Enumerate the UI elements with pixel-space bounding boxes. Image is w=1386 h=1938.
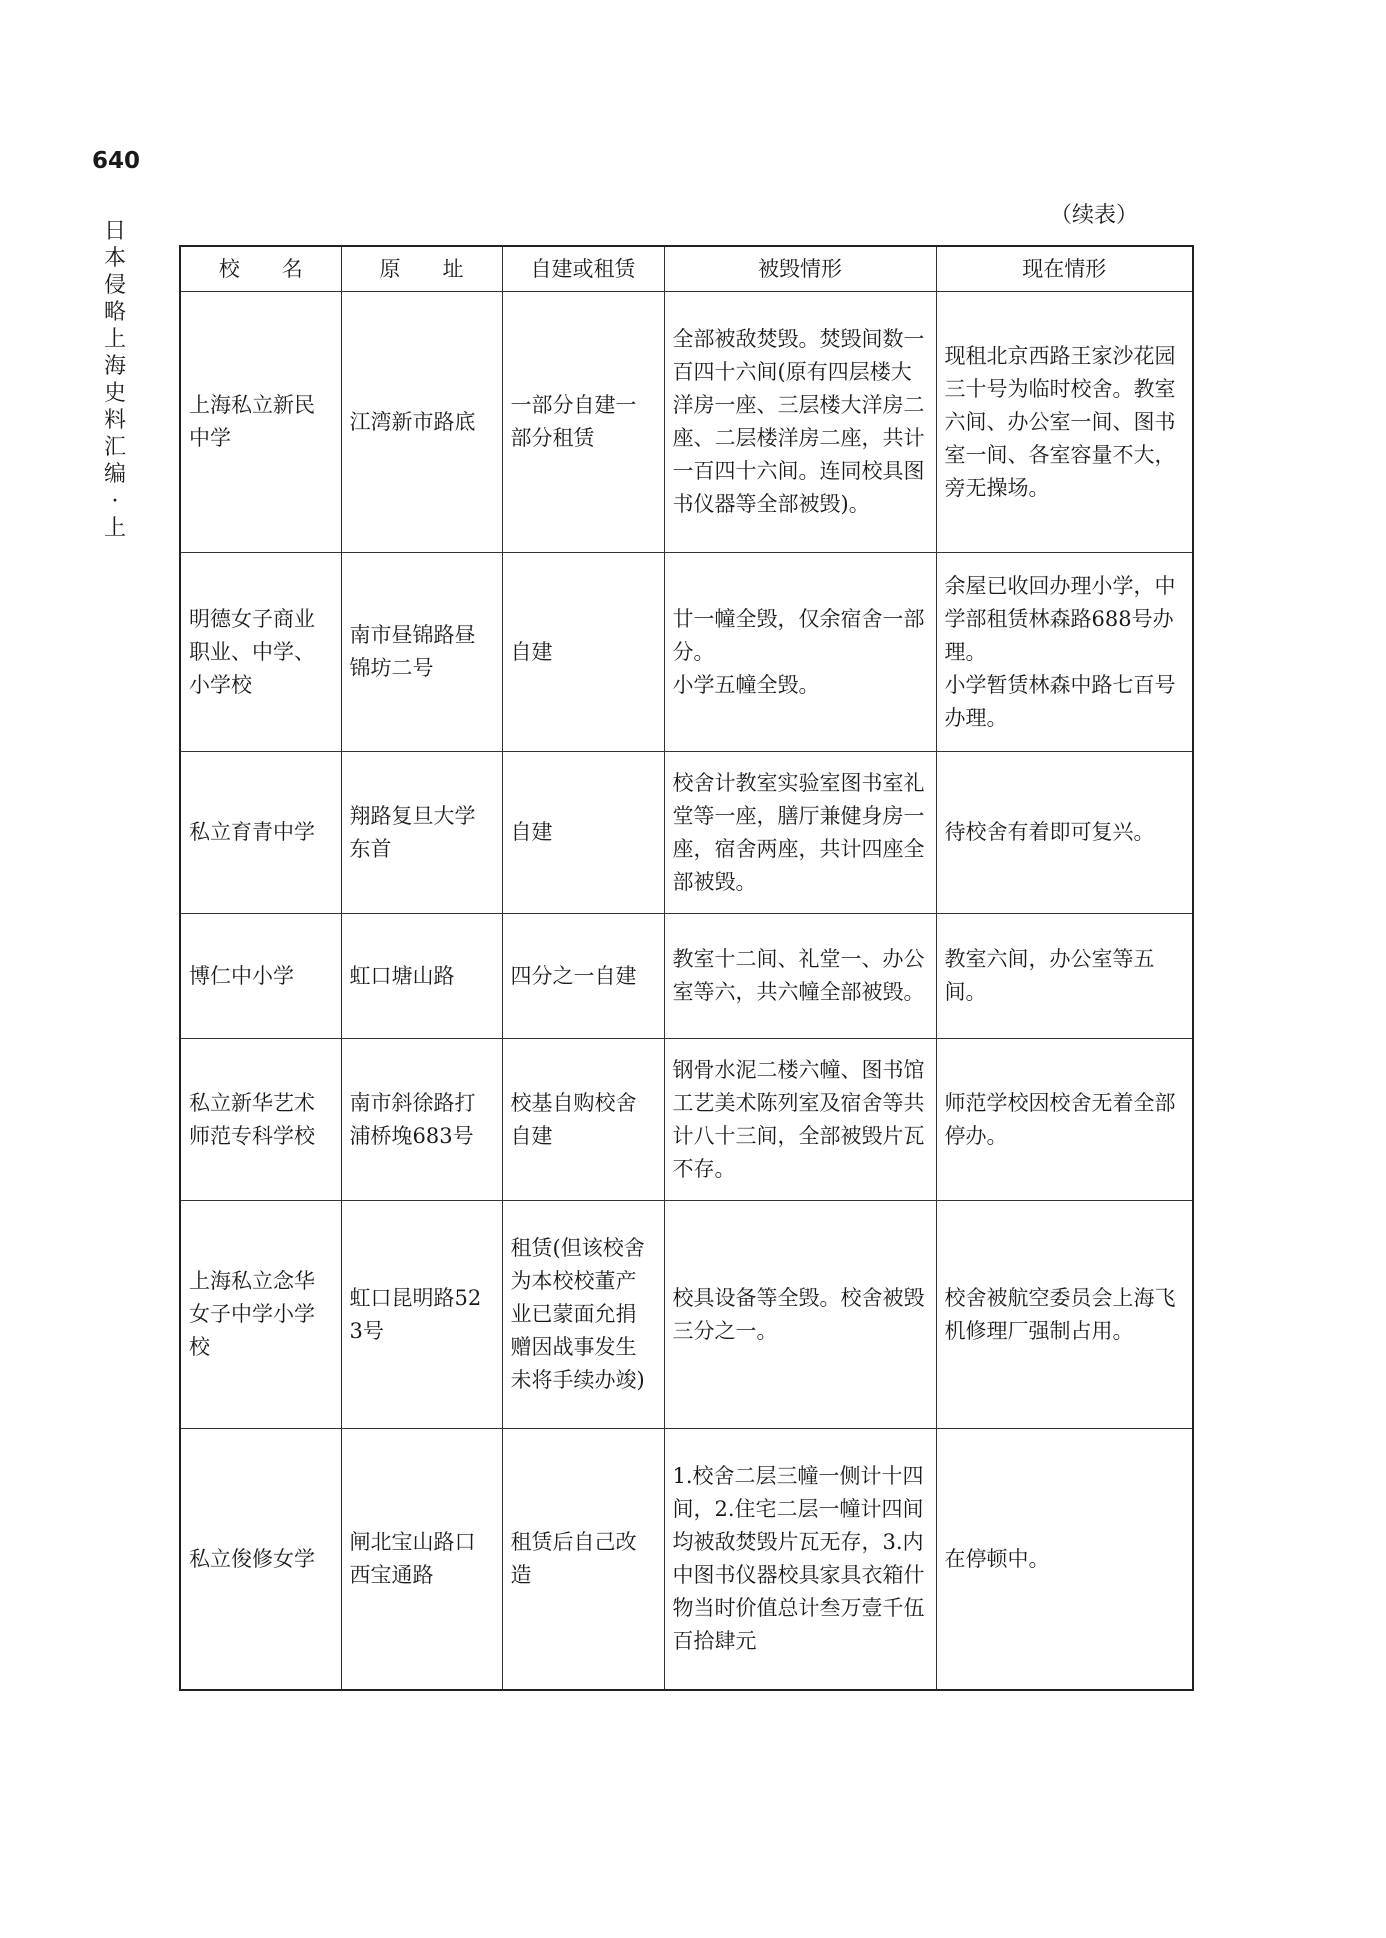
cell-ownership: 租赁后自己改造 xyxy=(502,1429,664,1691)
cell-current-status: 在停顿中。 xyxy=(936,1429,1193,1691)
cell-school-name: 私立俊修女学 xyxy=(180,1429,341,1691)
header-ownership: 自建或租赁 xyxy=(502,246,664,292)
cell-address: 虹口塘山路 xyxy=(341,914,502,1039)
cell-current-status: 师范学校因校舍无着全部停办。 xyxy=(936,1039,1193,1201)
table-row xyxy=(180,1039,1193,1201)
cell-school-name: 上海私立新民中学 xyxy=(180,292,341,553)
cell-damage: 教室十二间、礼堂一、办公室等六，共六幢全部被毁。 xyxy=(664,914,936,1039)
header-school-name: 校 名 xyxy=(180,246,341,292)
header-address: 原 址 xyxy=(341,246,502,292)
cell-ownership: 一部分自建一部分租赁 xyxy=(502,292,664,553)
school-damage-table xyxy=(179,245,1194,1691)
header-damage: 被毁情形 xyxy=(664,246,936,292)
cell-damage: 1.校舍二层三幢一侧计十四间，2.住宅二层一幢计四间均被敌焚毁片瓦无存，3.内中图书仪器校具家具衣箱什物当时价值总计叁万壹千伍百拾肆元 xyxy=(664,1429,936,1691)
cell-ownership: 租赁(但该校舍为本校校董产业已蒙面允捐赠因战事发生未将手续办竣) xyxy=(502,1201,664,1429)
cell-address: 翔路复旦大学东首 xyxy=(341,752,502,914)
cell-school-name: 博仁中小学 xyxy=(180,914,341,1039)
cell-damage: 校舍计教室实验室图书室礼堂等一座，膳厅兼健身房一座，宿舍两座，共计四座全部被毁。 xyxy=(664,752,936,914)
table-header-row xyxy=(180,246,1193,292)
table-row xyxy=(180,752,1193,914)
cell-ownership: 自建 xyxy=(502,752,664,914)
cell-school-name: 上海私立念华女子中学小学校 xyxy=(180,1201,341,1429)
cell-school-name: 私立新华艺术师范专科学校 xyxy=(180,1039,341,1201)
cell-current-status: 校舍被航空委员会上海飞机修理厂强制占用。 xyxy=(936,1201,1193,1429)
cell-school-name: 私立育青中学 xyxy=(180,752,341,914)
cell-ownership: 自建 xyxy=(502,553,664,752)
cell-address: 南市昼锦路昼锦坊二号 xyxy=(341,553,502,752)
cell-current-status: 余屋已收回办理小学，中学部租赁林森路688号办理。 小学暂赁林森中路七百号办理。 xyxy=(936,553,1193,752)
cell-damage: 全部被敌焚毁。焚毁间数一百四十六间(原有四层楼大洋房一座、三层楼大洋房二座、二层楼洋房二座，共计一百四十六间。连同校具图书仪器等全部被毁)。 xyxy=(664,292,936,553)
cell-school-name: 明德女子商业职业、中学、小学校 xyxy=(180,553,341,752)
cell-ownership: 四分之一自建 xyxy=(502,914,664,1039)
cell-address: 虹口昆明路523号 xyxy=(341,1201,502,1429)
continued-label: （续表） xyxy=(1050,203,1139,228)
cell-current-status: 待校舍有着即可复兴。 xyxy=(936,752,1193,914)
page-number: 640 xyxy=(92,148,141,174)
header-current-status: 现在情形 xyxy=(936,246,1193,292)
table-row xyxy=(180,553,1193,752)
table-row xyxy=(180,292,1193,553)
cell-damage: 廿一幢全毁，仅余宿舍一部分。 小学五幢全毁。 xyxy=(664,553,936,752)
cell-damage: 校具设备等全毁。校舍被毁三分之一。 xyxy=(664,1201,936,1429)
cell-ownership: 校基自购校舍自建 xyxy=(502,1039,664,1201)
table-row xyxy=(180,914,1193,1039)
cell-address: 江湾新市路底 xyxy=(341,292,502,553)
table-row xyxy=(180,1201,1193,1429)
cell-current-status: 现租北京西路王家沙花园三十号为临时校舍。教室六间、办公室一间、图书室一间、各室容量不大，旁无操场。 xyxy=(936,292,1193,553)
cell-damage: 钢骨水泥二楼六幢、图书馆工艺美术陈列室及宿舍等共计八十三间，全部被毁片瓦不存。 xyxy=(664,1039,936,1201)
cell-current-status: 教室六间，办公室等五间。 xyxy=(936,914,1193,1039)
cell-address: 南市斜徐路打浦桥堍683号 xyxy=(341,1039,502,1201)
table-row xyxy=(180,1429,1193,1691)
running-title: 日本侵略上海史料汇编·上 xyxy=(103,219,126,541)
cell-address: 闸北宝山路口西宝通路 xyxy=(341,1429,502,1691)
